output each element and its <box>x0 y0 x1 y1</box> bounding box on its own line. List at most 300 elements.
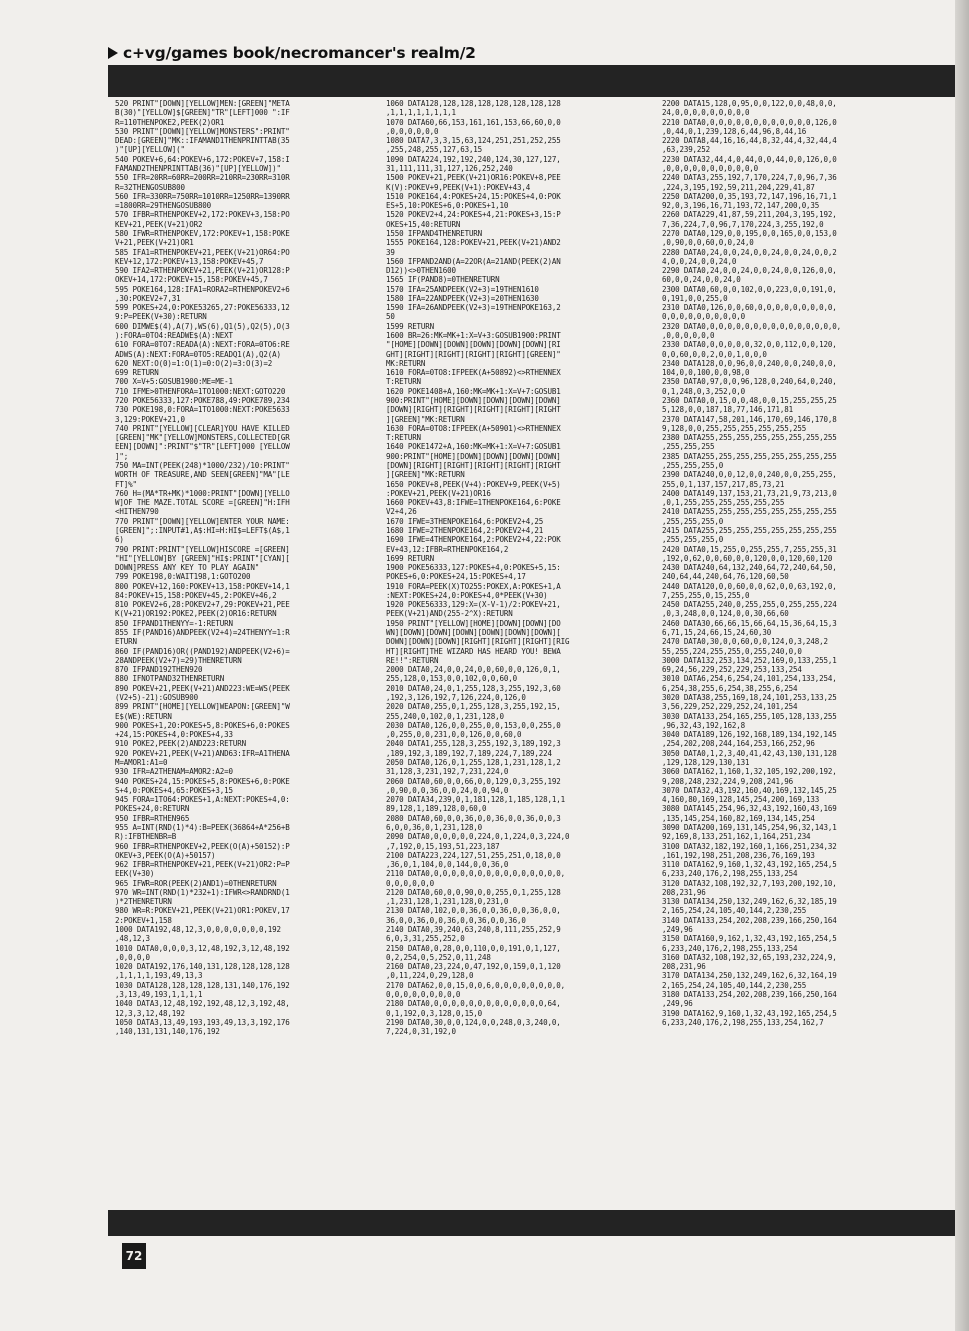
code-line: 2385 DATA255,255,255,255,255,255,255,255 <box>662 451 837 461</box>
code-line: 3130 DATA134,250,132,249,162,6,32,185,19 <box>662 897 837 907</box>
code-line: 3180 DATA133,254,202,208,239,166,250,164 <box>662 990 837 999</box>
code-line: M=AMOR1:A1=0 <box>115 757 168 767</box>
code-line: ,0,0,0,0,0,0 <box>386 126 439 136</box>
code-line: 240,64,44,240,64,76,120,60,50 <box>662 572 789 582</box>
code-line: ,224,3,195,192,59,211,204,229,41,87 <box>662 182 815 192</box>
code-line: 590 IFA2=RTHENPOKEV+21,PEEK(V+21)OR128:P <box>115 266 290 276</box>
code-line: 1630 FORA=0TO8:IFPEEK(A+50901)<>RTHENNEX <box>386 423 561 433</box>
code-line: 3120 DATA32,108,192,32,7,193,200,192,10, <box>662 878 837 888</box>
code-line: 2150 DATA0,0,28,0,0,110,0,0,191,0,1,127, <box>386 943 561 953</box>
code-line: 2,165,254,24,105,40,144,2,230,255 <box>662 906 807 916</box>
code-line: 2,165,254,24,105,40,144,2,230,255 <box>662 980 807 990</box>
code-line: ,48,12,3 <box>115 934 150 944</box>
code-line: W]OF THE MAZE.TOTAL SCORE =[GREEN]"H:IFH <box>115 498 290 508</box>
code-line: ,36,0,1,104,0,0,144,0,0,36,0 <box>386 860 509 870</box>
code-line: ,0,0,0,0 <box>115 952 150 962</box>
code-line: 0,1,192,0,3,128,0,15,0 <box>386 1008 483 1018</box>
code-line: ,255,255,255,0 <box>662 460 724 470</box>
header-title-text: c+vg/games book/necromancer's realm/2 <box>123 44 476 62</box>
code-line: 585 IFA1=RTHENPOKEV+21,PEEK(V+21)OR64:PO <box>115 247 290 257</box>
code-line: 3150 DATA160,9,162,1,32,43,192,165,254,5 <box>662 934 837 944</box>
listing-column-3 <box>662 99 922 1207</box>
code-line: 970 WR=INT(RND(1)*232+1):IFWR<>RANDRND(1 <box>115 887 290 897</box>
code-line: 880 IFNOTPAND32THENRETURN <box>115 674 225 684</box>
code-line: OKEV+3,PEEK(O(A)+50157) <box>115 850 216 860</box>
code-line: :POKEV+21,PEEK(V+21)OR16 <box>386 488 491 498</box>
code-line: ,0,90,0,0,36,0,0,24,0,0,94,0 <box>386 785 509 795</box>
code-line: 1600 BR=26:MK=MK+1:X=V+3:GOSUB1900:PRINT <box>386 331 561 341</box>
code-line: 69,24,56,229,252,229,253,133,254 <box>662 665 802 675</box>
code-line: WORTH OF TREASURE,AND SEEN[GREEN]"MA"[LE <box>115 470 290 480</box>
code-line: 1090 DATA224,192,192,240,124,30,127,127, <box>386 154 561 164</box>
code-line: V2+4,26 <box>386 507 417 517</box>
code-line: POKES+6,0:POKES+24,15:POKES+4,17 <box>386 572 526 582</box>
code-line: 0,0,0,0,0,0,0,0,0 <box>386 990 461 999</box>
code-line: 1920 POKE56333,129:X=(X-V-1)/2:POKEV+21, <box>386 600 561 610</box>
code-line: 2190 DATA0,30,0,0,124,0,0,248,0,3,240,0, <box>386 1017 561 1027</box>
code-line: 2330 DATA0,0,0,0,0,0,32,0,0,112,0,0,120, <box>662 340 837 350</box>
code-line: =1800RR=29THENGOSUB800 <box>115 201 212 211</box>
code-line: 3190 DATA162,9,160,1,32,43,192,165,254,5 <box>662 1008 837 1018</box>
code-line: 3020 DATA38,255,169,18,24,101,253,133,25 <box>662 693 837 702</box>
code-line: 2260 DATA229,41,87,59,211,204,3,195,192, <box>662 210 837 220</box>
code-line: MK:RETURN <box>386 358 426 368</box>
code-line: 1670 IFWE=3THENPOKE164,6:POKEV2+4,25 <box>386 516 544 526</box>
code-line: 720 POKE56333,127:POKE788,49:POKE789,234 <box>115 396 290 405</box>
code-line: ADWS(A):NEXT:FORA=0TO5:READQ1(A),Q2(A) <box>115 349 281 359</box>
code-line: 980 WR=R:POKEV+21,PEEK(V+21)OR1:POKEV,17 <box>115 906 290 916</box>
code-line: ,0,1,255,255,255,255,255,255 <box>662 498 785 508</box>
code-line: 3110 DATA162,9,160,1,32,43,192,165,254,5 <box>662 860 837 870</box>
code-line: 2350 DATA0,97,0,0,96,128,0,240,64,0,240, <box>662 377 837 387</box>
code-line: 790 PRINT:PRINT"[YELLOW]HISCORE =[GREEN] <box>115 544 290 554</box>
page-edge-shadow <box>955 0 969 1331</box>
code-line: 1590 IFA=26ANDPEEK(V2+3)=19THENPOKE163,2 <box>386 303 561 313</box>
code-line: ][GREEN]"MK:RETURN <box>386 470 465 480</box>
code-line: 2200 DATA15,128,0,95,0,0,122,0,0,48,0,0, <box>662 99 837 108</box>
code-line: 31,128,3,231,192,7,231,224,0 <box>386 767 509 777</box>
code-line: 7,224,0,31,192,0 <box>386 1027 456 1037</box>
code-line: R=32THENGOSUB800 <box>115 182 185 192</box>
code-line: 255,0,1,137,157,217,85,73,21 <box>662 479 785 489</box>
code-line: 599 POKES+24,0:POKE53265,27:POKE56333,12 <box>115 303 290 313</box>
code-line: 2230 DATA32,44,4,0,44,0,0,44,0,0,126,0,0 <box>662 154 837 164</box>
code-line: 3140 DATA133,254,202,208,239,166,250,164 <box>662 915 837 925</box>
code-line: OKEV+14,172:POKEV+15,158:POKEV+45,7 <box>115 275 268 285</box>
code-line: 3090 DATA200,169,131,145,254,96,32,143,1 <box>662 822 837 832</box>
code-line: 860 IF(PAND16)OR((PAND192)ANDPEEK(V2+6)= <box>115 646 290 656</box>
code-line: ,254,202,208,244,164,253,166,252,96 <box>662 739 815 749</box>
code-line: 2040 DATA1,255,128,3,255,192,3,189,192,3 <box>386 739 561 749</box>
code-line: B(30)"[YELLOW]$[GREEN]"TR"[LEFT]000 ":IF <box>115 108 290 118</box>
code-line: [DOWN][RIGHT][RIGHT][RIGHT][RIGHT][RIGHT <box>386 405 561 415</box>
code-line: DEAD:[GREEN]"MK::IFAMAND1THENPRINTTAB(35 <box>115 136 290 146</box>
code-line: 84:POKEV+15,158:POKEV+45,2:POKEV+46,2 <box>115 590 277 600</box>
code-line: ,189,192,3,189,192,7,189,224,7,189,224 <box>386 748 552 758</box>
code-line: ,140,131,131,140,176,192 <box>115 1027 220 1037</box>
code-line: 89,128,1,189,128,0,60,0 <box>386 804 487 814</box>
code-line: 550 IFR=20RR=60RR=200RR=210RR=230RR=310R <box>115 173 290 183</box>
code-line: 962 IFBR=RTHENPOKEV+21,PEEK(V+21)OR2:P=P <box>115 860 290 870</box>
code-line: 870 IFPAND192THEN920 <box>115 665 203 675</box>
code-line: 2430 DATA240,64,132,240,64,72,240,64,50, <box>662 563 837 573</box>
code-line: 39 <box>386 247 395 257</box>
code-line: 520 PRINT"[DOWN][YELLOW]MEN:[GREEN]"META <box>115 99 290 108</box>
top-banner-bar <box>108 65 969 97</box>
code-line: 92,0,3,196,16,71,193,72,147,200,0,35 <box>662 201 820 211</box>
code-line: KEV+12,172:POKEV+13,158:POKEV+45,7 <box>115 256 264 266</box>
code-line: ,63,239,252 <box>662 145 711 155</box>
code-line: 1680 IFWE=2THENPOKE164,2:POKEV2+4,21 <box>386 525 544 535</box>
code-line: ES+5,10:POKES+6,0:POKES+1,10 <box>386 201 509 211</box>
code-line: 6,233,240,176,2,198,255,133,254 <box>662 869 798 879</box>
code-line: 6,71,15,24,66,15,24,60,30 <box>662 628 772 638</box>
code-line: 899 PRINT"[HOME][YELLOW]WEAPON:[GREEN]"W <box>115 702 290 712</box>
code-line: ,255,255,255,0 <box>662 535 724 545</box>
code-line: ,0,44,0,1,239,128,6,44,96,8,44,16 <box>662 126 807 136</box>
code-line: 1510 POKE164,4:POKES+24,15:POKES+4,0:POK <box>386 191 561 201</box>
code-line: 699 RETURN <box>115 368 159 378</box>
code-line: 1050 DATA3,13,49,193,193,49,13,3,192,176 <box>115 1017 290 1027</box>
page-number: 72 <box>122 1243 146 1269</box>
code-line: 2170 DATA62,0,0,15,0,0,6,0,0,0,0,0,0,0,0, <box>386 980 565 990</box>
code-line: 1555 POKE164,128:POKEV+21,PEEK(V+21)AND2 <box>386 238 561 248</box>
code-line: ,255,255,255,0 <box>662 516 724 526</box>
code-line: K(V+21)OR192:POKE2,PEEK(2)OR16:RETURN <box>115 609 277 619</box>
code-line: FAMAND2THENPRINTTAB(36)"[UP][YELLOW])" <box>115 163 281 173</box>
code-line: 540 POKEV+6,64:POKEV+6,172:POKEV+7,158:I <box>115 154 290 164</box>
code-line: 24,0,0,0,0,0,0,0,0,0 <box>662 108 750 118</box>
code-line: )*2THENRETURN <box>115 897 172 907</box>
code-line: 1040 DATA3,12,48,192,192,48,12,3,192,48, <box>115 999 290 1009</box>
code-line: 940 POKES+24,15:POKES+5,8:POKES+6,0:POKE <box>115 776 290 786</box>
code-line: 2080 DATA0,60,0,0,36,0,0,36,0,0,36,0,0,3 <box>386 813 561 823</box>
code-line: PEEK(V+21)AND(255-2^X):RETURN <box>386 609 513 619</box>
code-line: DOWN]PRESS ANY KEY TO PLAY AGAIN" <box>115 563 260 573</box>
code-line: E$(WE):RETURN <box>115 711 172 721</box>
code-line: EEN][DOWN]":PRINT"$"TR"[LEFT]000 [YELLOW <box>115 442 290 452</box>
code-line: 6,254,38,255,6,254,38,255,6,254 <box>662 683 798 693</box>
code-line: ,249,96 <box>662 925 693 935</box>
code-line: 945 FORA=1TO64:POKES+1,A:NEXT:POKES+4,0: <box>115 795 290 805</box>
code-line: (V2+5)-21):GOSUB900 <box>115 693 198 702</box>
code-line: V+21,PEEK(V+21)OR1 <box>115 238 194 248</box>
code-line: 1560 IFPAND2AND(A=22OR(A=21AND(PEEK(2)AN <box>386 256 561 266</box>
code-line: 0,0,0,0,0,0 <box>386 878 435 888</box>
code-line: 3050 DATA0,1,2,3,40,41,42,43,130,131,128 <box>662 748 837 758</box>
code-line: 770 PRINT"[DOWN][YELLOW]ENTER YOUR NAME: <box>115 516 290 526</box>
code-line: 760 H=(MA*TR+MK)*1000:PRINT"[DOWN][YELLO <box>115 488 290 498</box>
code-line: 2120 DATA0,60,0,0,90,0,0,255,0,1,255,128 <box>386 887 561 897</box>
code-line: 850 IFPAND1THENYY=-1:RETURN <box>115 618 233 628</box>
code-line: 2360 DATA0,0,15,0,0,48,0,0,15,255,255,25 <box>662 396 837 405</box>
code-line: 2460 DATA30,66,66,15,66,64,15,36,64,15,3 <box>662 618 837 628</box>
code-line: 900 POKES+1,20:POKES+5,8:POKES+6,0:POKES <box>115 720 290 730</box>
code-line: S+4,0:POKES+4,65:POKES+3,15 <box>115 785 233 795</box>
code-line: 2140 DATA0,39,240,63,240,8,111,255,252,9 <box>386 925 561 935</box>
code-line: 920 POKEV+21,PEEK(V+21)AND63:IFR=A1THENA <box>115 748 290 758</box>
code-line: KEV+21,PEEK(V+21)OR2 <box>115 219 203 229</box>
code-line: :NEXT:POKES+24,0:POKES+4,0*PEEK(V+30) <box>386 590 548 600</box>
code-line: 2060 DATA0,60,0,0,66,0,0,129,0,3,255,192 <box>386 776 561 786</box>
code-line: 3,56,229,252,229,252,24,101,254 <box>662 702 798 712</box>
code-line: 800 POKEV+12,160:POKEV+13,158:POKEV+14,1 <box>115 581 290 591</box>
code-line: 5,128,0,0,187,18,77,146,171,81 <box>662 405 793 415</box>
code-line: T:RETURN <box>386 377 421 387</box>
code-line: 2290 DATA0,24,0,0,24,0,0,24,0,0,126,0,0, <box>662 266 837 276</box>
code-line: ,0,3,248,0,0,124,0,0,30,66,60 <box>662 609 789 619</box>
code-line: 2020 DATA0,255,0,1,255,128,3,255,192,15, <box>386 702 561 712</box>
code-line: 2110 DATA0,0,0,0,0,0,0,0,0,0,0,0,0,0,0,0, <box>386 869 565 879</box>
code-line: 1690 IFWE=4THENPOKE164,2:POKEV2+4,22:POK <box>386 535 561 545</box>
code-line: 2050 DATA0,126,0,1,255,128,1,231,128,1,2 <box>386 757 561 767</box>
code-line: 2415 DATA255,255,255,255,255,255,255,255 <box>662 525 837 535</box>
code-line: [DOWN][RIGHT][RIGHT][RIGHT][RIGHT][RIGHT <box>386 460 561 470</box>
code-line: R):IFBTHENBR=B <box>115 832 177 842</box>
code-line: 2300 DATA0,60,0,0,102,0,0,223,0,0,191,0, <box>662 284 837 294</box>
code-line: 2320 DATA0,0,0,0,0,0,0,0,0,0,0,0,0,0,0,0, <box>662 321 841 331</box>
code-line: EEK(V+30) <box>115 869 155 879</box>
code-line: 1520 POKEV2+4,24:POKES+4,21:POKES+3,15:P <box>386 210 561 220</box>
code-line: 3030 DATA133,254,165,255,105,128,133,255 <box>662 711 837 721</box>
code-line: ,0,90,0,0,60,0,0,24,0 <box>662 238 754 248</box>
code-line: 208,231,96 <box>662 887 706 897</box>
code-line: POKES+24,0:RETURN <box>115 804 190 814</box>
code-line: 0,0,0,0,0,0,0,0,0,0 <box>662 312 745 322</box>
code-line: 890 POKEV+21,PEEK(V+21)AND223:WE=WS(PEEK <box>115 683 290 693</box>
code-line: 104,0,0,100,0,0,98,0 <box>662 368 750 378</box>
code-line: D12))<>0THEN1600 <box>386 266 456 276</box>
code-line: ]"; <box>115 451 129 461</box>
code-line: 900:PRINT"[HOME][DOWN][DOWN][DOWN][DOWN] <box>386 451 561 461</box>
code-line: 810 POKEV2+6,28:POKEV2+7,29:POKEV+21,PEE <box>115 600 290 610</box>
code-line: 2070 DATA34,239,0,1,181,128,1,185,128,1,1 <box>386 795 565 805</box>
code-line: 855 IF(PAND16)ANDPEEK(V2+4)=24THENYY=1:R <box>115 628 290 638</box>
code-line: 595 POKE164,128:IFA1=RORA2=RTHENPOKEV2+6 <box>115 284 290 294</box>
code-line: DOWN][DOWN][DOWN][RIGHT][RIGHT][RIGHT][RIG <box>386 637 570 647</box>
code-line: 2390 DATA240,0,0,12,0,0,240,0,0,255,255, <box>662 470 837 480</box>
code-line: 2090 DATA0,0,0,0,0,0,224,0,1,224,0,3,224,0 <box>386 832 570 842</box>
code-line: 2220 DATA8,44,16,16,44,8,32,44,4,32,44,4 <box>662 136 837 146</box>
code-line: 3,129:POKEV+21,0 <box>115 414 185 424</box>
code-line: 1900 POKE56333,127:POKES+4,0:POKES+5,15: <box>386 563 561 573</box>
code-line: ,255,255,255 <box>662 442 715 452</box>
code-line: ,3,13,49,193,1,1,1,1 <box>115 990 203 999</box>
code-line: 3040 DATA189,126,192,168,189,134,192,145 <box>662 730 837 740</box>
code-line: 740 PRINT"[YELLOW][CLEAR]YOU HAVE KILLED <box>115 423 290 433</box>
code-line: 1660 POKEV+43,8:IFWE=1THENPOKE164,6:POKE <box>386 498 561 508</box>
code-line: 2410 DATA255,255,255,255,255,255,255,255 <box>662 507 837 517</box>
code-line: 6,0,3,31,255,252,0 <box>386 934 465 944</box>
code-line: 3080 DATA145,254,96,32,43,192,160,43,169 <box>662 804 837 814</box>
code-line: 1620 POKE1408+A,160:MK=MK+1:X=V+7:GOSUB1 <box>386 386 561 396</box>
code-line: 0,0,60,0,0,2,0,0,1,0,0,0 <box>662 349 767 359</box>
code-line: K(V):POKEV+9,PEEK(V+1):POKEV+43,4 <box>386 182 531 192</box>
code-line: 0,2,254,0,5,252,0,11,248 <box>386 952 491 962</box>
code-line: 930 IFR=A2THENAM=AMOR2:A2=0 <box>115 767 233 777</box>
code-line: 7,255,255,0,15,255,0 <box>662 590 750 600</box>
code-line: 3060 DATA162,1,160,1,32,105,192,200,192, <box>662 767 837 777</box>
code-line: ,1,1,1,1,1,1,1,1 <box>386 108 456 118</box>
code-line: <HITHEN790 <box>115 507 159 517</box>
code-line: GHT][RIGHT][RIGHT][RIGHT][RIGHT][GREEN]" <box>386 349 561 359</box>
code-line: 36,0,0,36,0,0,36,0,0,36,0,0,36,0 <box>386 915 526 925</box>
code-line: 965 IFWR=ROR(PEEK(2)AND1)=0THENRETURN <box>115 878 277 888</box>
code-line: 3010 DATA6,254,6,254,24,101,254,133,254, <box>662 674 837 684</box>
code-line: 2100 DATA223,224,127,51,255,251,0,18,0,0 <box>386 850 561 860</box>
bottom-banner-bar <box>108 1210 969 1236</box>
code-line: 2310 DATA0,126,0,0,60,0,0,0,0,0,0,0,0,0, <box>662 303 837 313</box>
code-line: 1610 FORA=0TO8:IFPEEK(A+50892)<>RTHENNEX <box>386 368 561 378</box>
code-line: ,1,231,128,1,231,128,0,231,0 <box>386 897 509 907</box>
code-line: R=110THENPOKE2,PEEK(2)OR1 <box>115 117 225 127</box>
code-line: HT][RIGHT]THE WIZARD HAS HEARD YOU! BEWA <box>386 646 561 656</box>
code-line: ,249,96 <box>662 999 693 1009</box>
code-line: 12,3,3,12,48,192 <box>115 1008 185 1018</box>
code-line: 610 FORA=0TO7:READA(A):NEXT:FORA=0TO6:RE <box>115 340 290 350</box>
code-line: 3100 DATA32,182,192,160,1,166,251,234,32 <box>662 841 837 851</box>
code-line: 2280 DATA0,24,0,0,24,0,0,24,0,0,24,0,0,2 <box>662 247 837 257</box>
code-line: 1030 DATA128,128,128,128,131,140,176,192 <box>115 980 290 990</box>
code-line: 2340 DATA128,0,0,96,0,0,240,0,0,240,0,0, <box>662 358 837 368</box>
code-line: 255,240,0,102,0,1,231,128,0 <box>386 711 504 721</box>
code-line: 700 X=V+5:GOSUB1900:ME=ME-1 <box>115 377 233 387</box>
listing-column-1 <box>115 99 375 1207</box>
code-line: 2010 DATA0,24,0,1,255,128,3,255,192,3,60 <box>386 683 561 693</box>
code-line: 1080 DATA7,3,3,15,63,124,251,251,252,255 <box>386 136 561 146</box>
code-line: 570 IFBR=RTHENPOKEV+2,172:POKEV+3,158:PO <box>115 210 290 220</box>
code-line: 560 IFR=330RR=750RR=1010RR=1250RR=1390RR <box>115 191 290 201</box>
code-line: T:RETURN <box>386 433 421 443</box>
code-line: ][GREEN]"MK:RETURN <box>386 414 465 424</box>
code-line: 0,1,248,0,3,252,0,0 <box>662 386 745 396</box>
code-line: ,161,192,198,251,208,236,76,169,193 <box>662 850 815 860</box>
code-line: 950 IFBR=RTHEN965 <box>115 813 190 823</box>
code-line: 2250 DATA200,0,35,193,72,147,196,16,71,1 <box>662 191 837 201</box>
code-line: 2000 DATA0,24,0,0,24,0,0,60,0,0,126,0,1, <box>386 665 561 675</box>
code-line: 1640 POKE1472+A,160:MK=MK+1:X=V+7:GOSUB1 <box>386 442 561 452</box>
code-line: ,7,192,0,15,193,51,223,187 <box>386 841 500 851</box>
code-line: ,255,248,255,127,63,15 <box>386 145 483 155</box>
code-line: 1599 RETURN <box>386 321 435 331</box>
code-line: 900:PRINT"[HOME][DOWN][DOWN][DOWN][DOWN] <box>386 396 561 405</box>
code-line: 9:P=PEEK(V+30):RETURN <box>115 312 207 322</box>
code-line: 208,231,96 <box>662 962 706 972</box>
code-line: 580 IFWR=RTHENPOKEV,172:POKEV+1,158:POKE <box>115 228 290 238</box>
code-line: 910 POKE2,PEEK(2)AND223:RETURN <box>115 739 246 749</box>
code-line: ,129,128,129,130,131 <box>662 757 750 767</box>
code-line: WN][DOWN][DOWN][DOWN][DOWN][DOWN][DOWN][ <box>386 628 561 638</box>
code-line: ETURN <box>115 637 137 647</box>
code-line: 1650 POKEV+8,PEEK(V+4):POKEV+9,PEEK(V+5) <box>386 479 561 489</box>
code-line: ,135,145,254,160,82,169,134,145,254 <box>662 813 815 823</box>
code-line: 955 A=INT(RND(1)*4):B=PEEK(36864+A*256+B <box>115 822 290 832</box>
code-line: 2030 DATA0,126,0,0,255,0,0,153,0,0,255,0 <box>386 720 561 730</box>
code-line: "HI"[YELLOW]BY [GREEN]"HI$:PRINT"[CYAN][ <box>115 553 290 563</box>
code-line: OKES+15,40:RETURN <box>386 219 461 229</box>
code-line: 3160 DATA32,108,192,32,65,193,232,224,9, <box>662 952 837 962</box>
code-line: RE!!":RETURN <box>386 655 439 665</box>
code-line: EV+43,12:IFBR=RTHENPOKE164,2 <box>386 544 509 554</box>
code-line: 3070 DATA32,43,192,160,40,169,132,145,25 <box>662 785 837 795</box>
code-line: "[HOME][DOWN][DOWN][DOWN][DOWN][DOWN][RI <box>386 340 561 350</box>
code-line: 2450 DATA255,240,0,255,255,0,255,255,224 <box>662 600 837 610</box>
code-line: )"[UP][YELLOW](" <box>115 145 185 155</box>
code-line: 92,169,8,133,251,162,1,164,251,234 <box>662 832 811 842</box>
code-line: 530 PRINT"[DOWN][YELLOW]MONSTERS":PRINT" <box>115 126 290 136</box>
code-line: 6,0,0,36,0,1,231,128,0 <box>386 822 483 832</box>
code-line: 1910 FORA=PEEK(X)TO255:POKEX,A:POKES+1,A <box>386 581 561 591</box>
code-line: 6,233,240,176,2,198,255,133,254 <box>662 943 798 953</box>
code-line: 31,111,111,31,127,126,252,240 <box>386 163 513 173</box>
page-header <box>108 44 476 62</box>
code-line: 1000 DATA192,48,12,3,0,0,0,0,0,0,0,192 <box>115 925 281 935</box>
code-line: ,0,0,0,0,0,0 <box>662 331 715 341</box>
code-line: 2420 DATA0,15,255,0,255,255,7,255,255,31 <box>662 544 837 554</box>
code-line: 1020 DATA192,176,140,131,128,128,128,128 <box>115 962 290 972</box>
code-line: 255,128,0,153,0,0,102,0,0,60,0 <box>386 674 517 684</box>
code-line: 1060 DATA128,128,128,128,128,128,128,128 <box>386 99 561 108</box>
code-line: ):FORA=0TO4:READWE$(A):NEXT <box>115 331 233 341</box>
code-line: ,0,255,0,0,231,0,0,126,0,0,60,0 <box>386 730 522 740</box>
code-line: 2180 DATA0,0,0,0,0,0,0,0,0,0,0,0,0,0,64, <box>386 999 561 1009</box>
code-line: [GREEN]";:INPUT#1,A$:HI=H:HI$=LEFT$(A$,1 <box>115 525 290 535</box>
code-line: 9,128,0,0,255,255,255,255,255,255 <box>662 423 807 433</box>
code-line: 2380 DATA255,255,255,255,255,255,255,255 <box>662 433 837 443</box>
listing-column-2 <box>386 99 646 1207</box>
code-line: 750 MA=INT(PEEK(248)*1000/232)/10:PRINT" <box>115 460 290 470</box>
code-line: 2400 DATA149,137,153,21,73,21,9,73,213,0 <box>662 488 837 498</box>
code-line: ,0,11,224,0,29,128,0 <box>386 971 474 981</box>
code-line: 710 IFME>0THENFORA=1TO1000:NEXT:GOTO220 <box>115 386 286 396</box>
code-line: 1070 DATA60,66,153,161,161,153,66,60,0,0 <box>386 117 561 127</box>
code-line: 3170 DATA134,250,132,249,162,6,32,164,19 <box>662 971 837 981</box>
code-line: 50 <box>386 312 395 322</box>
code-line: +24,15:POKES+4,0:POKES+4,33 <box>115 730 233 740</box>
code-line: ,30:POKEV2+7,31 <box>115 293 181 303</box>
code-line: 2370 DATA147,58,201,146,170,69,146,170,8 <box>662 414 837 424</box>
code-line: 799 POKE198,0:WAIT198,1:GOTO200 <box>115 572 251 582</box>
code-line: [GREEN]"MK"[YELLOW]MONSTERS,COLLECTED[GR <box>115 433 290 443</box>
code-line: 2440 DATA120,0,0,60,0,0,62,0,0,63,192,0, <box>662 581 837 591</box>
code-line: 2470 DATA0,30,0,0,60,0,0,124,0,3,248,2 <box>662 637 828 647</box>
code-line: ,192,3,126,192,7,126,224,0,126,0 <box>386 693 526 702</box>
code-line: 1550 IFPAND4THENRETURN <box>386 228 483 238</box>
code-line: ,96,32,43,192,162,8 <box>662 720 745 730</box>
code-line: 55,255,224,255,255,0,255,240,0,0 <box>662 646 802 656</box>
code-line: 1500 POKEV+21,PEEK(V+21)OR16:POKEV+8,PEE <box>386 173 561 183</box>
code-line: 2210 DATA0,0,0,0,0,0,0,0,0,0,0,0,0,126,0 <box>662 117 837 127</box>
code-line: 1950 PRINT"[YELLOW][HOME][DOWN][DOWN][DO <box>386 618 561 628</box>
code-line: 28ANDPEEK(V2+7)=29)THENRETURN <box>115 655 242 665</box>
code-line: 60,0,0,24,0,0,24,0 <box>662 275 741 285</box>
code-line: 960 IFBR=RTHENPOKEV+2,PEEK(O(A)+50152):P <box>115 841 290 851</box>
code-line: 0,191,0,0,255,0 <box>662 293 728 303</box>
code-line: 1699 RETURN <box>386 553 435 563</box>
code-line: 1570 IFA=25ANDPEEK(V2+3)=19THEN1610 <box>386 284 539 294</box>
code-line: 6) <box>115 535 124 545</box>
code-line: 2270 DATA0,129,0,0,195,0,0,165,0,0,153,0 <box>662 228 837 238</box>
code-line: 6,233,240,176,2,198,255,133,254,162,7 <box>662 1017 824 1027</box>
code-line: ,1,1,1,1,193,49,13,3 <box>115 971 203 981</box>
code-line: 2:POKEV+1,158 <box>115 915 172 925</box>
code-line: 2130 DATA0,102,0,0,36,0,0,36,0,0,36,0,0, <box>386 906 561 916</box>
code-line: ,192,0,62,0,0,60,0,0,120,0,0,120,60,120 <box>662 553 833 563</box>
code-line: 1010 DATA0,0,0,0,3,12,48,192,3,12,48,192 <box>115 943 290 953</box>
code-line: 4,160,80,169,128,145,254,200,169,133 <box>662 795 820 805</box>
code-line: 7,36,224,7,0,96,7,170,224,3,255,192,0 <box>662 219 824 229</box>
code-line: 9,208,248,232,224,9,208,241,96 <box>662 776 793 786</box>
